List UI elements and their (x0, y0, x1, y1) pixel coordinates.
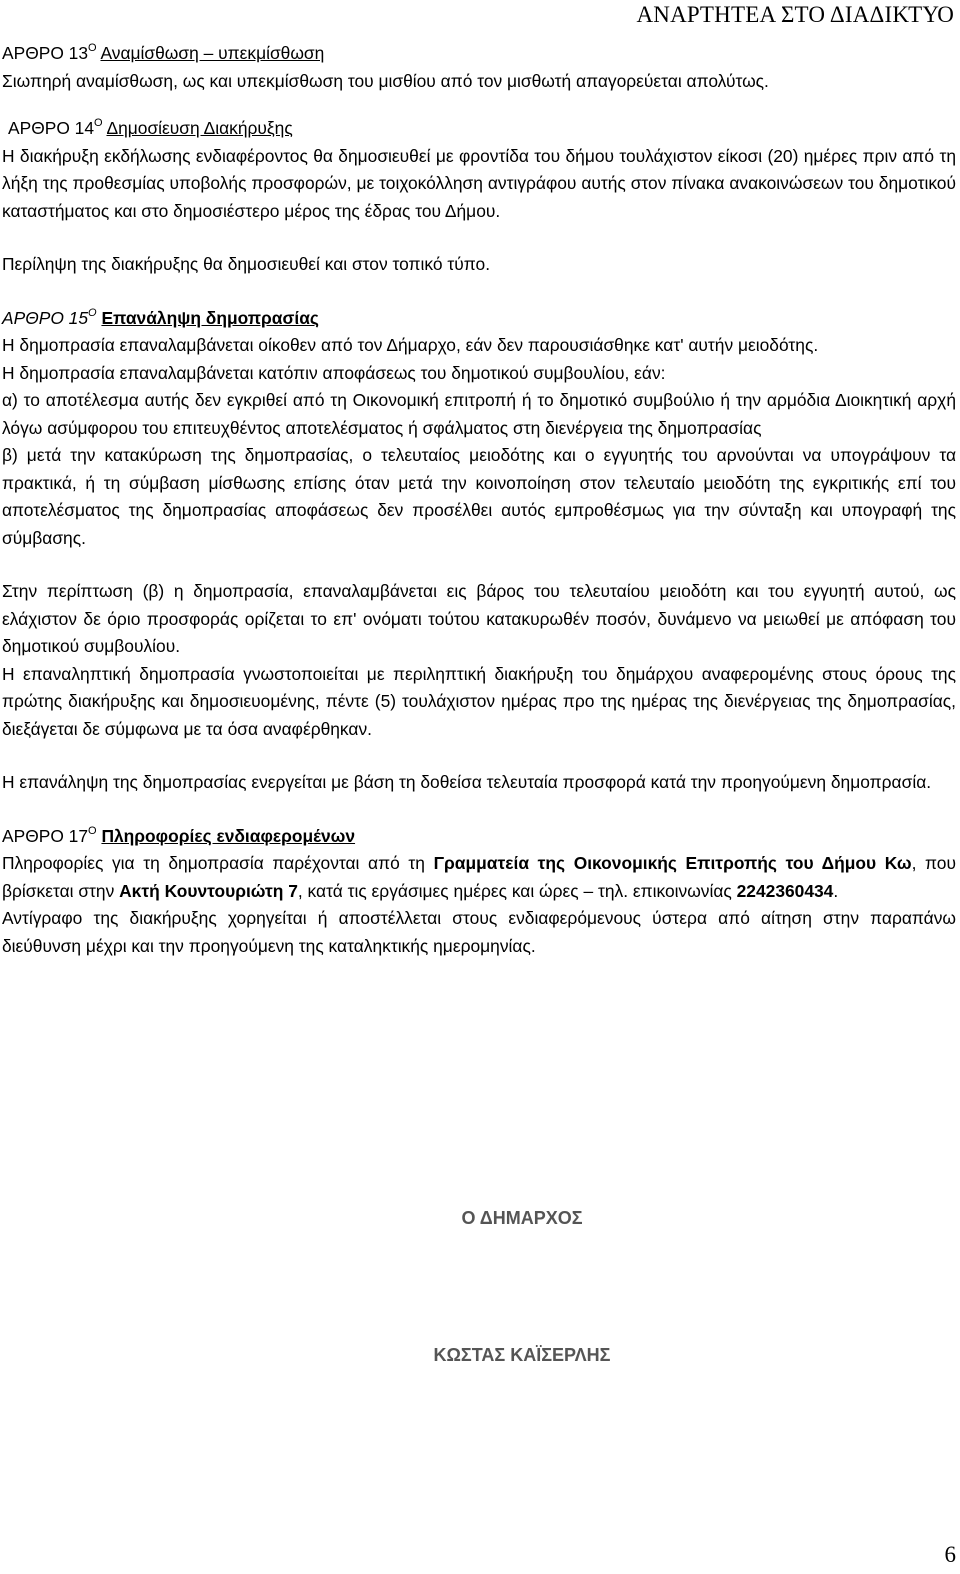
article-13-heading (2, 40, 956, 68)
article-14-sup: Ο (94, 117, 103, 129)
article-14-heading (2, 115, 956, 143)
article-17-title: Πληροφορίες ενδιαφερομένων (101, 825, 356, 846)
info-address: Ακτή Κουντουριώτη 7 (119, 880, 298, 901)
article-15-paragraph-1: Η δημοπρασία επαναλαμβάνεται οίκοθεν από τον Δήμαρχο, εάν δεν παρουσιάσθηκε κατ' αυτήν μειοδότης. (2, 335, 819, 355)
article-17-heading (2, 823, 956, 851)
info-hours: , κατά τις εργάσιμες ημέρες και ώρες – τηλ. επικοινωνίας (297, 880, 737, 901)
article-14-press-notice: Περίληψη της διακήρυξης θα δημοσιευθεί και στον τοπικό τύπο. (2, 254, 491, 274)
article-15-sup: Ο (88, 306, 97, 319)
article-17-info (2, 850, 956, 905)
article-15-paragraph-7: Η επανάληψη της δημοπρασίας ενεργείται με βάση τη δοθείσα τελευταία προσφορά κατά την προηγούμενη δημοπρασία. (2, 772, 932, 792)
article-13-sup: Ο (88, 42, 97, 54)
article-15-number: ΑΡΘΡΟ 15 (2, 307, 89, 328)
article-15-paragraph-5: Στην περίπτωση (β) η δημοπρασία, επαναλαμβάνεται εις βάρος του τελευταίου μειοδότη και του εγγυητή αυτού, ως ελάχιστον δε όριο προσφοράς ορίζεται το επ' ονόματι τούτου κατακυρωθέν ποσόν, δυνάμενο να μειωθεί με απόφαση του δημοτικού συμβουλίου. (2, 581, 956, 656)
article-17-number: ΑΡΘΡΟ 17 (2, 825, 89, 846)
mayor-title: Ο ΔΗΜΑΡΧΟΣ (461, 1208, 583, 1228)
article-14-number: ΑΡΘΡΟ 14 (8, 118, 95, 138)
info-prefix: Πληροφορίες για τη δημοπρασία παρέχονται από τη (2, 853, 434, 873)
article-13-number: ΑΡΘΡΟ 13 (2, 43, 89, 63)
article-15-paragraph-3: α) το αποτέλεσμα αυτής δεν εγκριθεί από τη Οικονομική επιτροπή ή το δημοτικό συμβούλιο ή την αρμόδια Διοικητική αρχή λόγω ασύμφορου του επιτευχθέντος αποτελέσματος ή σφάλματος στη διενέργεια της δημοπρασίας (2, 390, 956, 438)
article-15-heading (2, 305, 956, 333)
article-15-paragraph-4: β) μετά την κατακύρωση της δημοπρασίας, ο τελευταίος μειοδότης και ο εγγυητής του αρνούνται να υπογράψουν τα πρακτικά, ή τη σύμβαση μίσθωσης επίσης όταν μετά την κοινοποίηση στον τελευταίο μειοδότη της εγκριτικής επί του αποτελέσματος της δημοπρασίας αποφάσεως δεν προσέλθει αυτός εμπροθέσμως για την σύνταξη και υπογραφή της σύμβασης. (2, 445, 956, 548)
article-15-title: Επανάληψη δημοπρασίας (101, 307, 319, 328)
article-17-sup: Ο (88, 824, 97, 837)
article-14-title: Δημοσίευση Διακήρυξης (106, 118, 293, 138)
article-15-paragraph-6: Η επαναληπτική δημοπρασία γνωστοποιείται με περιληπτική διακήρυξη του δημάρχου αναφερομένης στους όρους της πρώτης διακήρυξης και δημοσιευομένης, πέντε (5) τουλάχιστον ημέρας προ της ημέρας της διενέργειας της δημοπρασίας, διεξάγεται δε σύμφωνα με τα όσα αναφέρθηκαν. (2, 663, 956, 739)
article-14-body: Η διακήρυξη εκδήλωσης ενδιαφέροντος θα δημοσιευθεί με φροντίδα του δήμου τουλάχιστον είκοσι (20) ημέρες πριν από τη λήξη της προθεσμίας υποβολής προσφορών, με τοιχοκόλληση αντιγράφου αυτής στον πίνακα ανακοινώσεων του δημοτικού καταστήματος και στο δημοσιέστερο μέρος της έδρας του Δήμου. (2, 145, 956, 221)
posted-online-header: ΑΝΑΡΤΗΤΕΑ ΣΤΟ ΔΙΑΔΙΚΤΥΟ (636, 2, 954, 27)
article-13-title: Αναμίσθωση – υπεκμίσθωση (100, 43, 325, 63)
info-mid: , που βρίσκεται στην (2, 853, 956, 901)
info-office: Γραμματεία της Οικονομικής Επιτροπής του Δήμου Κω (433, 853, 912, 873)
info-phone: 2242360434 (736, 880, 834, 901)
mayor-name: ΚΩΣΤΑΣ ΚΑΪΣΕΡΛΗΣ (433, 1345, 611, 1365)
article-15-paragraph-2: Η δημοπρασία επαναλαμβάνεται κατόπιν αποφάσεως του δημοτικού συμβουλίου, εάν: (2, 362, 666, 383)
article-17-copy: Αντίγραφο της διακήρυξης χορηγείται ή αποστέλλεται στους ενδιαφερόμενους ύστερα από αίτηση στην παραπάνω διεύθυνση μέχρι και την προηγούμενη της καταληκτικής ημερομηνίας. (2, 908, 956, 956)
article-13-body: Σιωπηρή αναμίσθωση, ως και υπεκμίσθωση του μισθίου από τον μισθωτή απαγορεύεται απολύτως. (2, 70, 769, 91)
document-body (2, 40, 956, 960)
info-end: . (833, 880, 839, 901)
page-number: 6 (944, 1542, 956, 1567)
